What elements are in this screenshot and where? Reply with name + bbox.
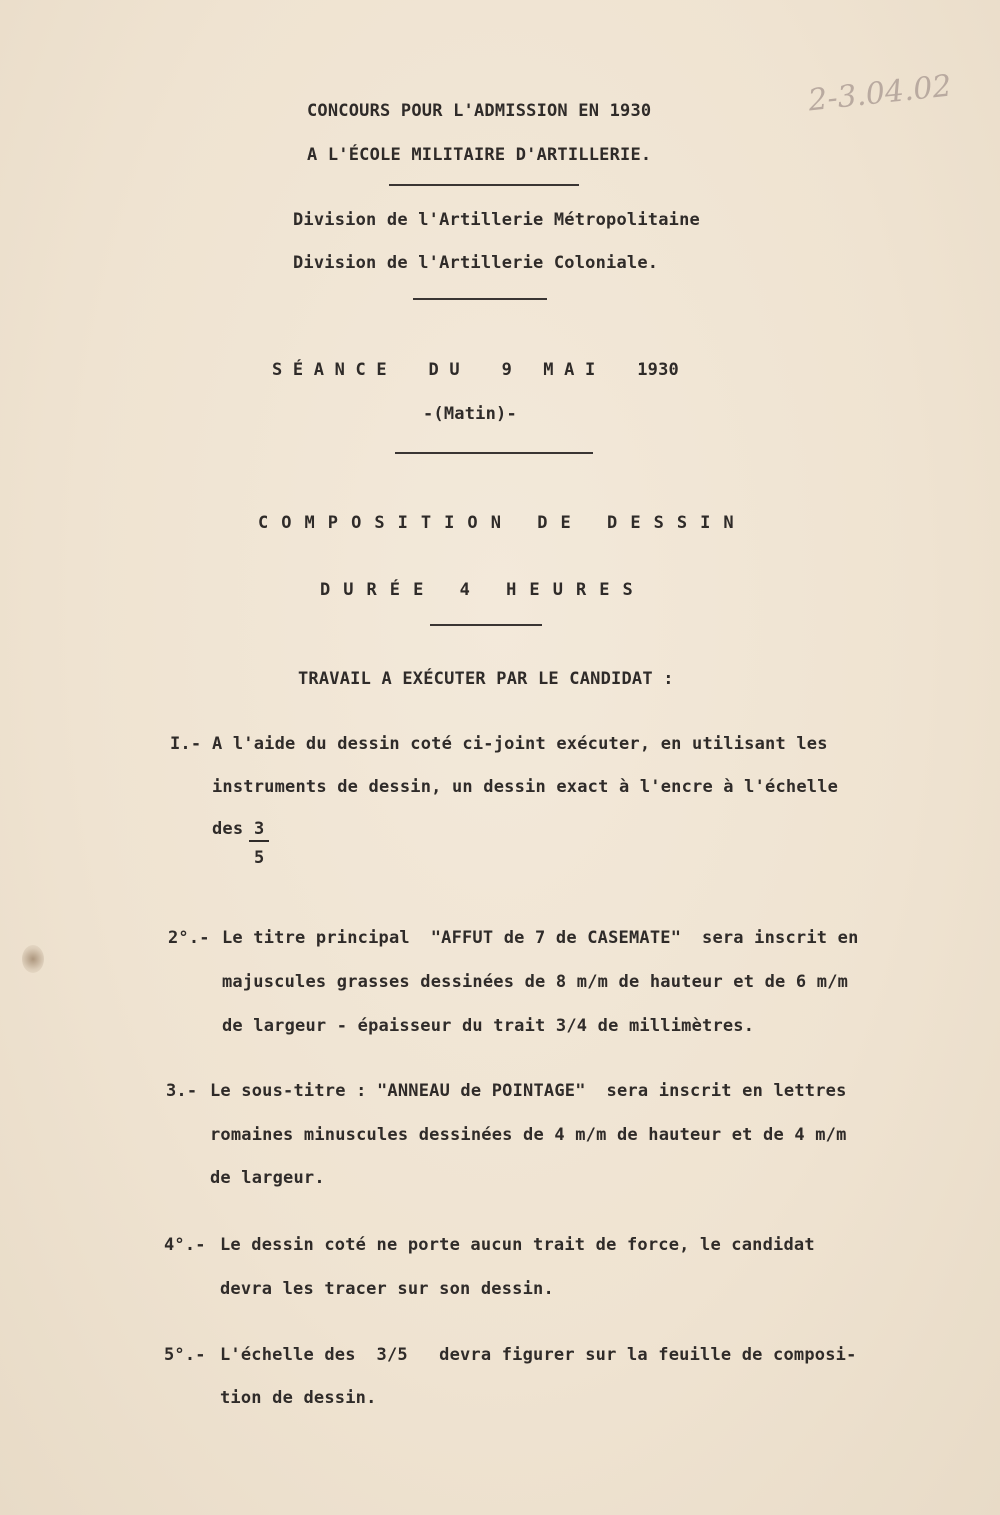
item-4-number: 4°.- xyxy=(164,1235,206,1255)
session-date: S É A N C E D U 9 M A I 1930 xyxy=(272,360,679,380)
item-2-line-3: de largeur - épaisseur du trait 3/4 de millimètres. xyxy=(222,1016,755,1036)
header-line-1: CONCOURS POUR L'ADMISSION EN 1930 xyxy=(307,101,652,121)
item-3-line-1: Le sous-titre : "ANNEAU de POINTAGE" sera inscrit en lettres xyxy=(210,1081,847,1101)
divider-rule-3 xyxy=(395,452,593,454)
scale-fraction-numerator: 3 xyxy=(254,819,265,839)
exam-duration: D U R É E 4 H E U R E S xyxy=(320,580,635,600)
item-5-line-1: L'échelle des 3/5 devra figurer sur la feuille de composi- xyxy=(220,1345,857,1365)
work-heading: TRAVAIL A EXÉCUTER PAR LE CANDIDAT : xyxy=(298,669,674,689)
item-1-line-2: instruments de dessin, un dessin exact à l'encre à l'échelle xyxy=(212,777,839,797)
item-3-line-2: romaines minuscules dessinées de 4 m/m de hauteur et de 4 m/m xyxy=(210,1125,847,1145)
session-time: -(Matin)- xyxy=(423,404,517,424)
item-2-number: 2°.- xyxy=(168,928,210,948)
scale-fraction-denominator: 5 xyxy=(254,848,265,868)
item-4-line-2: devra les tracer sur son dessin. xyxy=(220,1279,554,1299)
item-5-line-2: tion de dessin. xyxy=(220,1388,377,1408)
division-metropolitaine: Division de l'Artillerie Métropolitaine xyxy=(293,210,700,230)
item-1-line-1: A l'aide du dessin coté ci-joint exécuter, en utilisant les xyxy=(212,734,828,754)
item-4-line-1: Le dessin coté ne porte aucun trait de force, le candidat xyxy=(220,1235,815,1255)
divider-rule-4 xyxy=(430,624,542,626)
item-3-line-3: de largeur. xyxy=(210,1168,325,1188)
item-3-number: 3.- xyxy=(166,1081,198,1101)
stain-mark xyxy=(22,945,44,973)
scale-fraction-bar xyxy=(249,840,269,842)
item-5-number: 5°.- xyxy=(164,1345,206,1365)
item-2-line-2: majuscules grasses dessinées de 8 m/m de hauteur et de 6 m/m xyxy=(222,972,849,992)
header-line-2: A L'ÉCOLE MILITAIRE D'ARTILLERIE. xyxy=(307,145,652,165)
division-coloniale: Division de l'Artillerie Coloniale. xyxy=(293,253,659,273)
handwritten-annotation: 2-3.04.02 xyxy=(806,68,954,119)
exam-title: C O M P O S I T I O N D E D E S S I N xyxy=(258,513,736,533)
item-2-line-1: Le titre principal "AFFUT de 7 de CASEMATE" sera inscrit en xyxy=(222,928,859,948)
item-1-number: I.- xyxy=(170,734,202,754)
item-1-line-3: des xyxy=(212,819,244,839)
divider-rule-2 xyxy=(413,298,547,300)
divider-rule-1 xyxy=(389,184,579,186)
